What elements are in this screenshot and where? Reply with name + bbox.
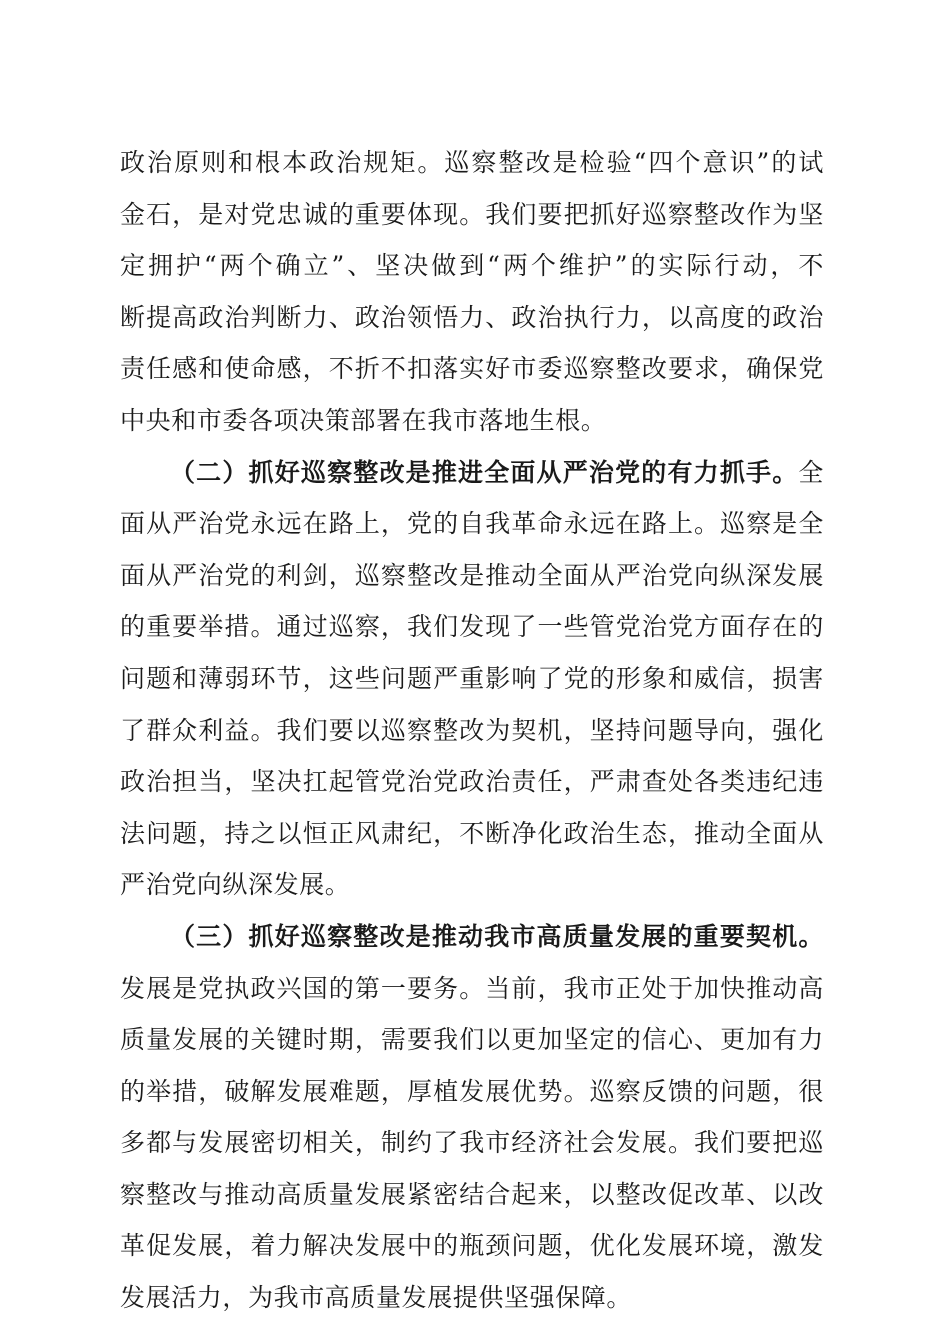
paragraph-2-line-3: 面从严治党的利剑，巡察整改是推动全面从严治党向纵深发展 [120, 560, 824, 590]
paragraph-3-line-6: 察整改与推动高质量发展紧密结合起来，以整改促改革、以改 [120, 1179, 824, 1209]
paragraph-2-line-2: 面从严治党永远在路上，党的自我革命永远在路上。巡察是全 [120, 509, 824, 539]
paragraph-2-line-4: 的重要举措。通过巡察，我们发现了一些管党治党方面存在的 [120, 612, 824, 642]
paragraph-2-line-9: 严治党向纵深发展。 [120, 870, 351, 900]
paragraph-2-line-6: 了群众利益。我们要以巡察整改为契机，坚持问题导向，强化 [120, 715, 824, 745]
paragraph-3-line-3: 质量发展的关键时期，需要我们以更加坚定的信心、更加有力 [120, 1025, 824, 1055]
paragraph-1-line-4: 断提高政治判断力、政治领悟力、政治执行力，以高度的政治 [120, 302, 824, 332]
paragraph-1 [120, 137, 824, 447]
paragraph-3 [120, 911, 824, 1324]
paragraph-1-line-5: 责任感和使命感，不折不扣落实好市委巡察整改要求，确保党 [120, 354, 824, 384]
paragraph-3-line-7: 革促发展，着力解决发展中的瓶颈问题，优化发展环境，激发 [120, 1231, 824, 1261]
paragraph-2-line-8: 法问题，持之以恒正风肃纪，不断净化政治生态，推动全面从 [120, 818, 824, 848]
paragraph-1-line-2: 金石，是对党忠诚的重要体现。我们要把抓好巡察整改作为坚 [120, 199, 824, 229]
paragraph-2-line-7: 政治担当，坚决扛起管党治党政治责任，严肃查处各类违纪违 [120, 767, 824, 797]
paragraph-2-heading: （二）抓好巡察整改是推进全面从严治党的有力抓手。 [170, 457, 799, 487]
paragraph-3-line-2: 发展是党执政兴国的第一要务。当前，我市正处于加快推动高 [120, 973, 824, 1003]
paragraph-3-line-8: 发展活力，为我市高质量发展提供坚强保障。 [120, 1283, 633, 1313]
paragraph-1-line-6: 中央和市委各项决策部署在我市落地生根。 [120, 405, 607, 435]
paragraph-2-line-1-text: 全 [798, 457, 824, 487]
paragraph-3-line-4: 的举措，破解发展难题，厚植发展优势。巡察反馈的问题，很 [120, 1076, 824, 1106]
paragraph-2-line-5: 问题和薄弱环节，这些问题严重影响了党的形象和威信，损害 [120, 663, 824, 693]
paragraph-3-heading: （三）抓好巡察整改是推动我市高质量发展的重要契机。 [170, 921, 824, 951]
paragraph-2 [120, 447, 824, 911]
paragraph-3-line-5: 多都与发展密切相关，制约了我市经济社会发展。我们要把巡 [120, 1128, 824, 1158]
paragraph-1-line-3: 定拥护“两个确立”、坚决做到“两个维护”的实际行动，不 [120, 251, 824, 281]
paragraph-1-line-1: 政治原则和根本政治规矩。巡察整改是检验“四个意识”的试 [120, 148, 824, 177]
paragraph-2-line-1 [120, 447, 824, 499]
paragraph-3-line-1 [120, 911, 824, 963]
document-body [120, 137, 824, 1324]
